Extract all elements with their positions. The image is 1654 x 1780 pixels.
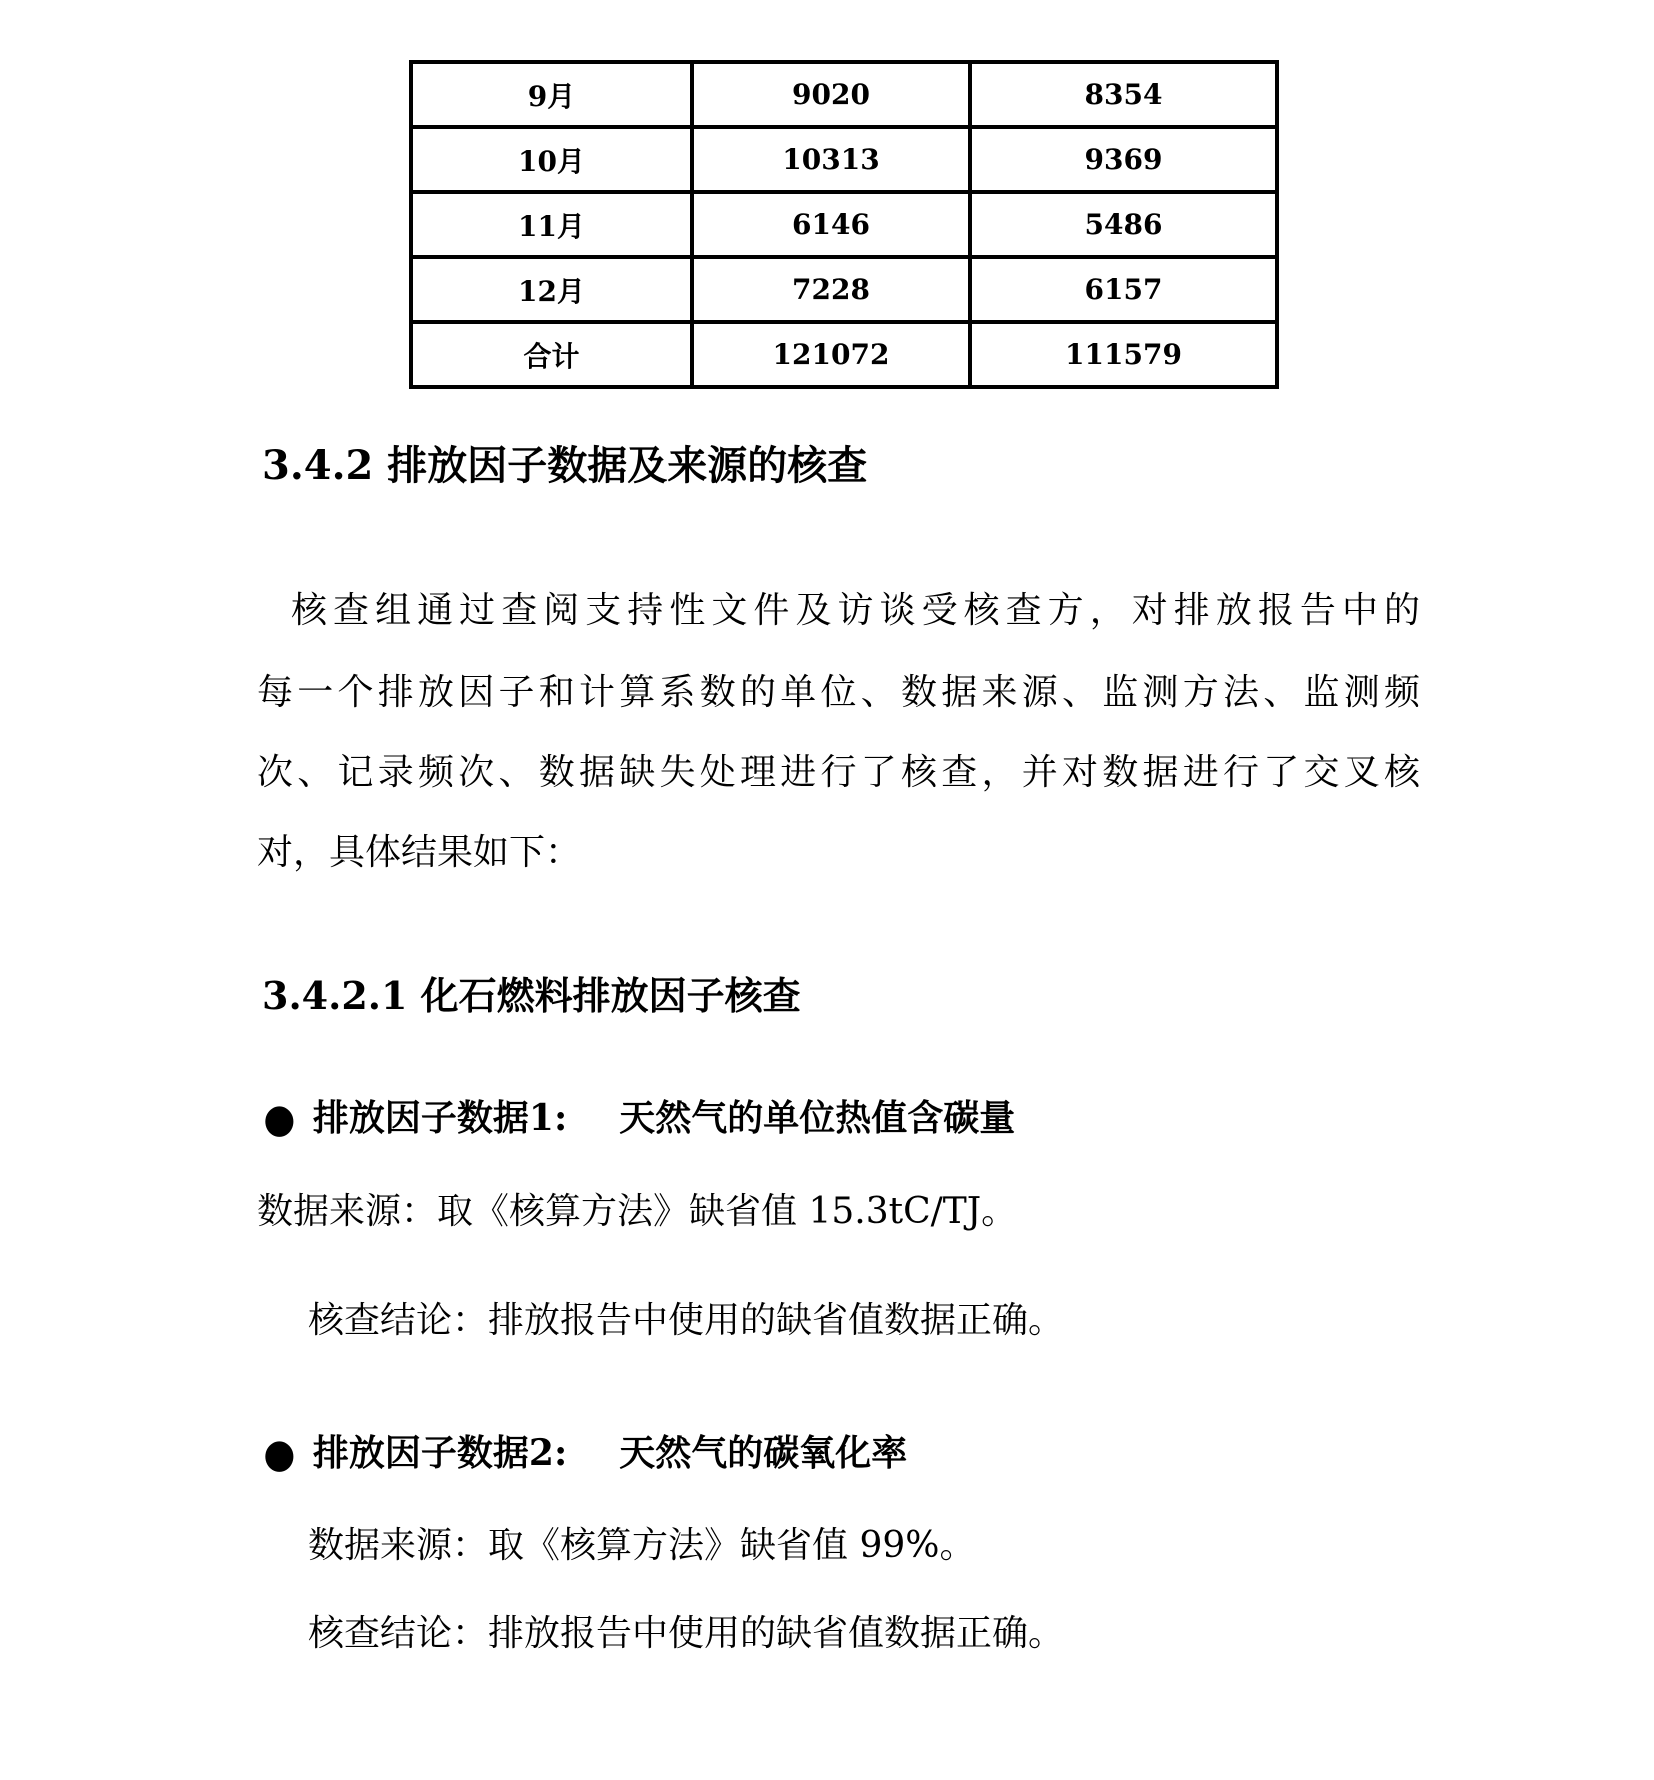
table-row — [411, 127, 1277, 192]
table-cell: 10月 — [411, 127, 692, 192]
table-cell: 121072 — [692, 322, 970, 387]
factor1-title: 排放因子数据1: — [312, 1097, 568, 1139]
table-cell: 7228 — [692, 257, 970, 322]
paragraph-line-4: 对，具体结果如下： — [257, 832, 582, 873]
factor2-title: 排放因子数据2: — [312, 1432, 568, 1474]
factor1-source: 数据来源：取《核算方法》缺省值 15.3tC/TJ。 — [257, 1191, 1018, 1232]
table-row-total — [411, 322, 1277, 387]
table-cell: 6157 — [970, 257, 1277, 322]
paragraph-line-2: 每一个排放因子和计算系数的单位、数据来源、监测方法、监测频 — [257, 672, 1420, 713]
paragraph-line-1: 核查组通过查阅支持性文件及访谈受核查方，对排放报告中的 — [291, 590, 1420, 631]
table-cell: 11月 — [411, 192, 692, 257]
section-heading-342: 3.4.2 排放因子数据及来源的核查 — [262, 442, 868, 489]
section-heading-3421: 3.4.2.1 化石燃料排放因子核查 — [262, 973, 801, 1018]
table-cell: 12月 — [411, 257, 692, 322]
table-cell: 9月 — [411, 62, 692, 127]
factor2-source: 数据来源：取《核算方法》缺省值 99%。 — [308, 1525, 976, 1566]
table-cell: 9020 — [692, 62, 970, 127]
factor1-name: 天然气的单位热值含碳量 — [619, 1097, 1016, 1139]
paragraph-line-3: 次、记录频次、数据缺失处理进行了核查，并对数据进行了交叉核 — [257, 752, 1420, 793]
bullet-icon: ● — [263, 1095, 296, 1142]
table-cell: 6146 — [692, 192, 970, 257]
factor2-heading — [262, 1425, 907, 1482]
table-row — [411, 257, 1277, 322]
table-row — [411, 192, 1277, 257]
factor1-conclusion: 核查结论：排放报告中使用的缺省值数据正确。 — [308, 1300, 1065, 1341]
table-cell: 合计 — [411, 322, 692, 387]
factor1-heading — [262, 1090, 1015, 1147]
monthly-data-table — [409, 60, 1279, 389]
table-cell: 9369 — [970, 127, 1277, 192]
factor2-name: 天然气的碳氧化率 — [619, 1432, 908, 1474]
table-row — [411, 62, 1277, 127]
table-cell: 10313 — [692, 127, 970, 192]
table-cell: 5486 — [970, 192, 1277, 257]
table-cell: 8354 — [970, 62, 1277, 127]
table-cell: 111579 — [970, 322, 1277, 387]
bullet-icon: ● — [263, 1430, 296, 1477]
factor2-conclusion: 核查结论：排放报告中使用的缺省值数据正确。 — [308, 1613, 1065, 1654]
